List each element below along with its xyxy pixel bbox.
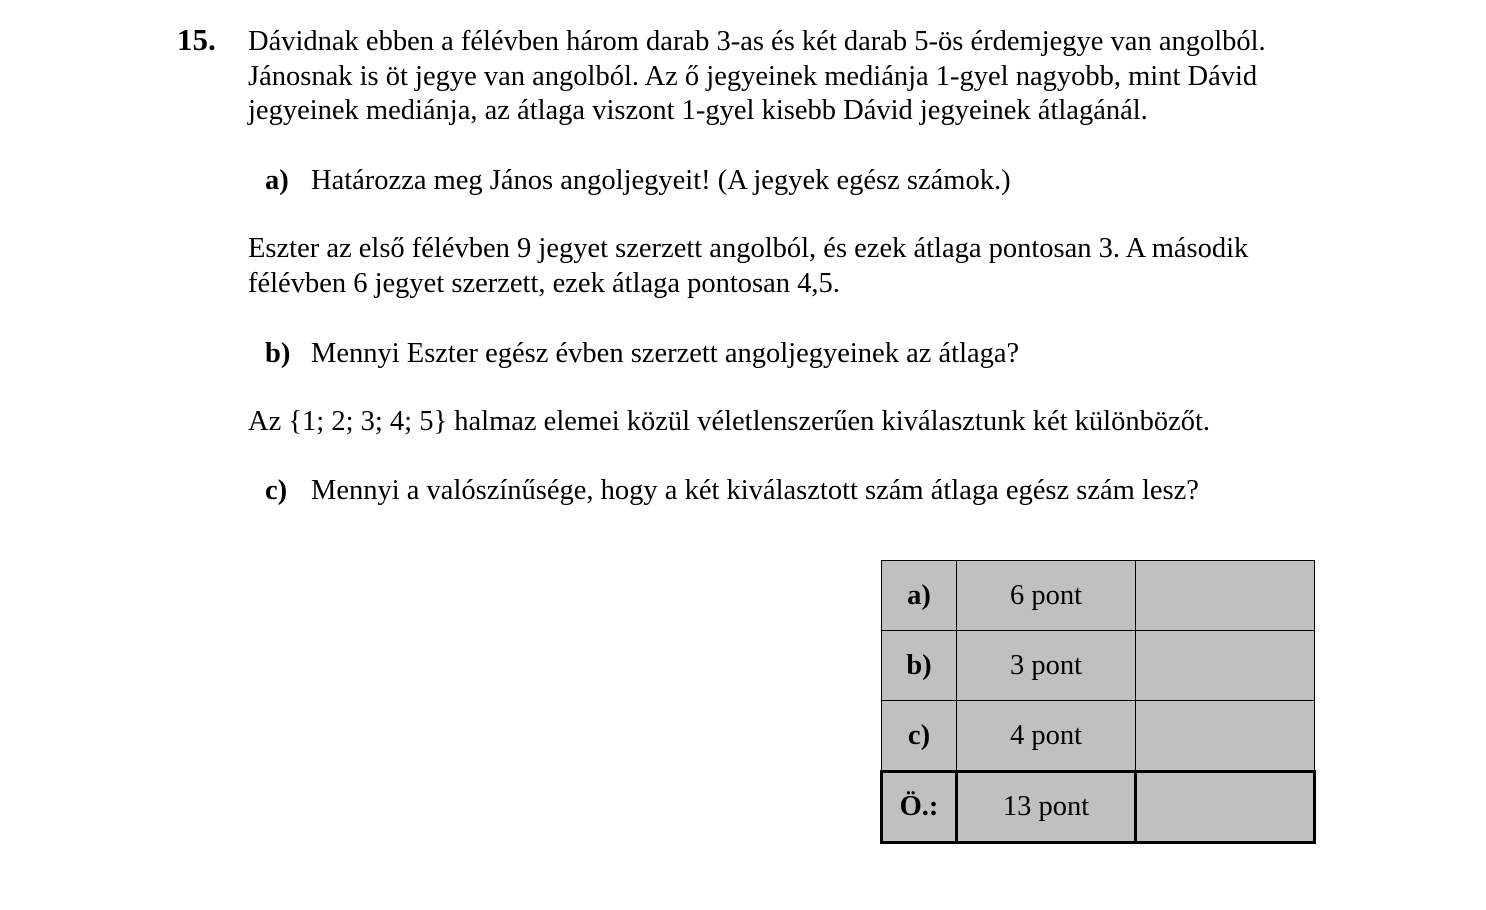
context-b-line: Eszter az első félévben 9 jegyet szerzett angolból, és ezek átlaga pontosan 3. A második — [248, 233, 1249, 264]
score-row-label: b) — [882, 631, 957, 701]
intro-line: Dávidnak ebben a félévben három darab 3-as és két darab 5-ös érdemjegye van angolból. — [248, 26, 1266, 57]
intro-line: jegyeinek mediánja, az átlaga viszont 1-gyel kisebb Dávid jegyeinek átlagánál. — [248, 95, 1148, 126]
score-table — [880, 560, 1316, 844]
score-total-label: Ö.: — [882, 772, 957, 843]
score-earned-cell — [1136, 631, 1315, 701]
score-earned-cell — [1136, 561, 1315, 631]
score-row-points: 4 pont — [957, 701, 1136, 772]
score-row-c — [882, 701, 1315, 772]
score-row-points: 6 pont — [957, 561, 1136, 631]
score-earned-cell — [1136, 701, 1315, 772]
score-row-b — [882, 631, 1315, 701]
task-b-label: b) — [265, 338, 291, 369]
score-row-points: 3 pont — [957, 631, 1136, 701]
task-c-text: Mennyi a valószínűsége, hogy a két kiválasztott szám átlaga egész szám lesz? — [311, 475, 1199, 506]
context-b-line: félévben 6 jegyet szerzett, ezek átlaga pontosan 4,5. — [248, 267, 840, 299]
score-row-a — [882, 561, 1315, 631]
task-a-label: a) — [265, 165, 289, 196]
score-row-label: c) — [882, 701, 957, 772]
task-c — [265, 474, 1199, 509]
intro-line: Jánosnak is öt jegye van angolból. Az ő jegyeinek mediánja 1-gyel nagyobb, mint Dávid — [248, 60, 1258, 92]
score-row-total — [882, 772, 1315, 843]
intro-paragraph — [248, 25, 1266, 129]
task-c-label: c) — [265, 475, 288, 506]
score-row-label: a) — [882, 561, 957, 631]
task-a — [265, 164, 1011, 199]
context-b-paragraph — [248, 232, 1248, 301]
context-c-paragraph — [248, 405, 1210, 440]
task-b-text: Mennyi Eszter egész évben szerzett angoljegyeinek az átlaga? — [311, 338, 1020, 369]
task-a-text: Határozza meg János angoljegyeit! (A jegyek egész számok.) — [311, 165, 1011, 196]
score-total-earned-cell — [1136, 772, 1315, 843]
context-c-line: Az {1; 2; 3; 4; 5} halmaz elemei közül véletlenszerűen kiválasztunk két különbözőt. — [248, 406, 1211, 437]
problem-number: 15. — [177, 22, 216, 57]
task-b — [265, 337, 1019, 372]
score-total-points: 13 pont — [957, 772, 1136, 843]
